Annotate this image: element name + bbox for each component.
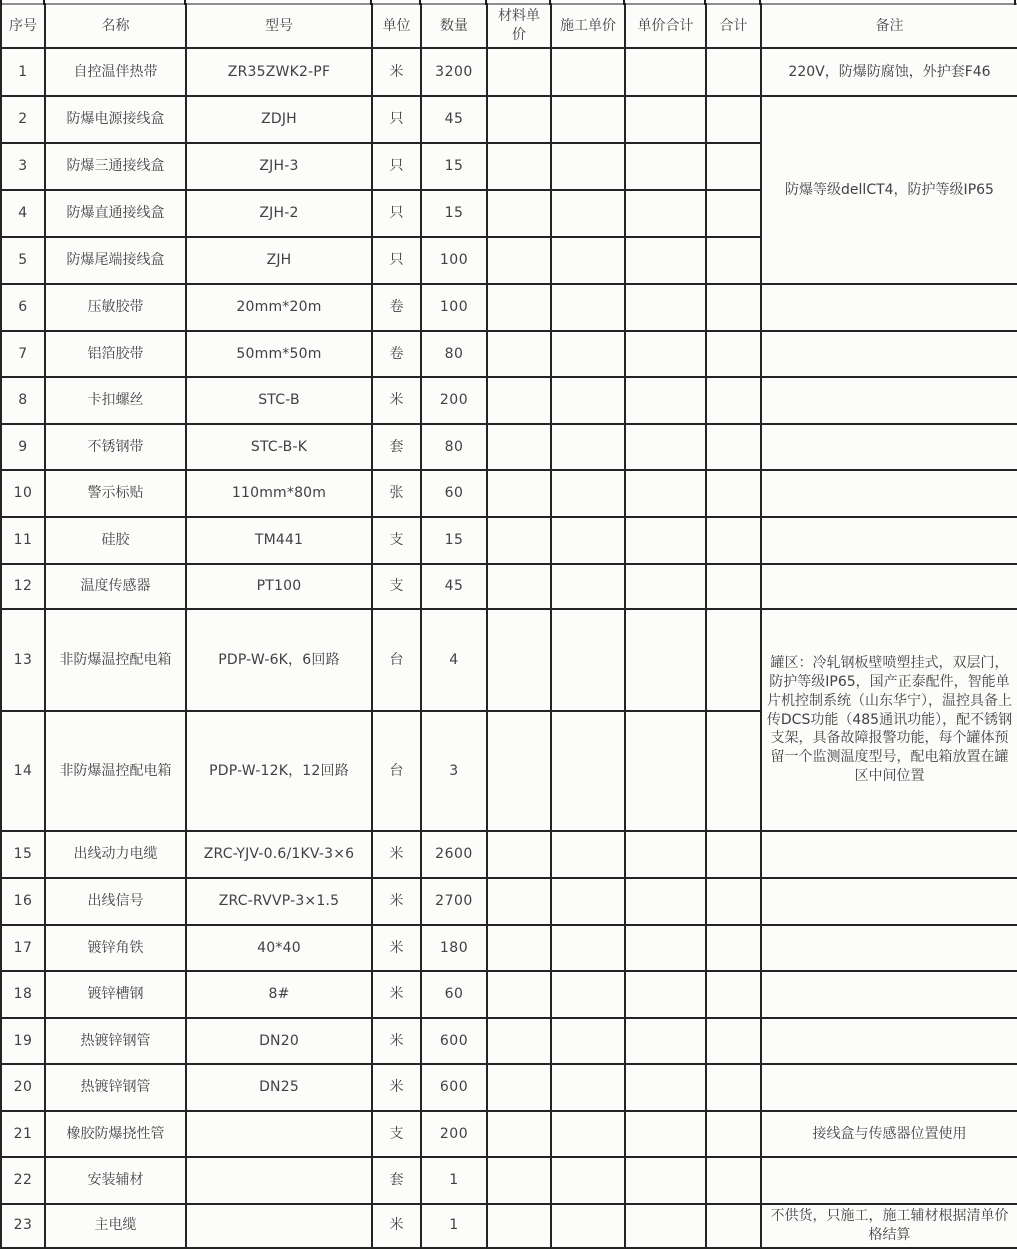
- row-number-cell: 17: [1, 925, 45, 971]
- unit-cell: 米: [372, 1018, 421, 1064]
- unit-price-total-cell: [625, 1204, 706, 1248]
- table-row: [1, 878, 1017, 925]
- unit-price-total-cell: [625, 96, 706, 143]
- material-price-cell: [487, 925, 551, 971]
- material-price-cell: [487, 1157, 551, 1204]
- row-number-cell: 9: [1, 424, 45, 470]
- row-number-cell: 1: [1, 48, 45, 96]
- name-cell: 主电缆: [45, 1204, 186, 1248]
- header-cell-mat-price: 材料单价: [487, 4, 551, 48]
- construction-price-cell: [551, 609, 625, 711]
- construction-price-cell: [551, 1204, 625, 1248]
- unit-cell: 卷: [372, 331, 421, 377]
- unit-price-total-cell: [625, 424, 706, 470]
- unit-cell: 台: [372, 711, 421, 831]
- construction-price-cell: [551, 831, 625, 878]
- table-row: [1, 424, 1017, 470]
- table-row: [1, 517, 1017, 564]
- material-price-cell: [487, 48, 551, 96]
- construction-price-cell: [551, 711, 625, 831]
- total-cell: [706, 331, 761, 377]
- unit-price-total-cell: [625, 1111, 706, 1157]
- remark-cell: [761, 971, 1017, 1018]
- model-cell: STC-B-K: [186, 424, 372, 470]
- total-cell: [706, 831, 761, 878]
- name-cell: 温度传感器: [45, 564, 186, 609]
- name-cell: 防爆直通接线盒: [45, 190, 186, 237]
- remark-cell: [761, 377, 1017, 424]
- remark-cell: [761, 470, 1017, 517]
- header-cell-name: 名称: [45, 4, 186, 48]
- name-cell: 非防爆温控配电箱: [45, 711, 186, 831]
- table-row: [1, 96, 1017, 143]
- model-cell: 8#: [186, 971, 372, 1018]
- name-cell: 橡胶防爆挠性管: [45, 1111, 186, 1157]
- material-price-cell: [487, 331, 551, 377]
- total-cell: [706, 237, 761, 284]
- unit-price-total-cell: [625, 190, 706, 237]
- name-cell: 卡扣螺丝: [45, 377, 186, 424]
- material-price-cell: [487, 377, 551, 424]
- total-cell: [706, 564, 761, 609]
- header-cell-no: 序号: [1, 4, 45, 48]
- qty-cell: 600: [421, 1018, 487, 1064]
- construction-price-cell: [551, 284, 625, 331]
- row-number-cell: 10: [1, 470, 45, 517]
- remark-cell-merged: 防爆等级dellCT4，防护等级IP65: [761, 96, 1017, 284]
- row-number-cell: 18: [1, 971, 45, 1018]
- model-cell: ZR35ZWK2-PF: [186, 48, 372, 96]
- unit-cell: 台: [372, 609, 421, 711]
- total-cell: [706, 711, 761, 831]
- unit-cell: 米: [372, 971, 421, 1018]
- material-price-cell: [487, 831, 551, 878]
- model-cell: TM441: [186, 517, 372, 564]
- construction-price-cell: [551, 424, 625, 470]
- total-cell: [706, 48, 761, 96]
- table-row: [1, 1204, 1017, 1248]
- construction-price-cell: [551, 96, 625, 143]
- construction-price-cell: [551, 971, 625, 1018]
- unit-price-total-cell: [625, 711, 706, 831]
- header-cell-price-total: 单价合计: [625, 4, 706, 48]
- model-cell: PDP-W-12K，12回路: [186, 711, 372, 831]
- unit-cell: 卷: [372, 284, 421, 331]
- column-line-stub: [370, 0, 372, 5]
- qty-cell: 15: [421, 190, 487, 237]
- row-number-cell: 5: [1, 237, 45, 284]
- total-cell: [706, 377, 761, 424]
- construction-price-cell: [551, 925, 625, 971]
- qty-cell: 80: [421, 424, 487, 470]
- column-line-stub: [419, 0, 421, 5]
- remark-cell-merged: 罐区：冷轧钢板壁喷塑挂式，双层门，防护等级IP65，国产正泰配件，智能单片机控制系统（山东华宁），温控具备上传DCS功能（485通讯功能），配不锈钢支架，具备故障报警功能，每个罐体预留一个监测温度型号，配电箱放置在罐区中间位置: [761, 609, 1017, 831]
- total-cell: [706, 1204, 761, 1248]
- bom-table: [0, 3, 1017, 1249]
- material-price-cell: [487, 971, 551, 1018]
- total-cell: [706, 1157, 761, 1204]
- row-number-cell: 13: [1, 609, 45, 711]
- qty-cell: 15: [421, 143, 487, 190]
- qty-cell: 2700: [421, 878, 487, 925]
- table-row: [1, 48, 1017, 96]
- material-price-cell: [487, 517, 551, 564]
- total-cell: [706, 878, 761, 925]
- unit-cell: 米: [372, 48, 421, 96]
- construction-price-cell: [551, 1018, 625, 1064]
- name-cell: 热镀锌钢管: [45, 1018, 186, 1064]
- name-cell: 出线信号: [45, 878, 186, 925]
- model-cell: PT100: [186, 564, 372, 609]
- unit-cell: 支: [372, 1111, 421, 1157]
- qty-cell: 1: [421, 1157, 487, 1204]
- row-number-cell: 16: [1, 878, 45, 925]
- material-price-cell: [487, 878, 551, 925]
- model-cell: [186, 1157, 372, 1204]
- remark-cell: [761, 878, 1017, 925]
- row-number-cell: 21: [1, 1111, 45, 1157]
- total-cell: [706, 1018, 761, 1064]
- unit-price-total-cell: [625, 143, 706, 190]
- column-line-stub: [0, 0, 2, 5]
- name-cell: 镀锌角铁: [45, 925, 186, 971]
- material-price-cell: [487, 564, 551, 609]
- table-row: [1, 1064, 1017, 1111]
- construction-price-cell: [551, 517, 625, 564]
- unit-cell: 支: [372, 517, 421, 564]
- name-cell: 出线动力电缆: [45, 831, 186, 878]
- remark-cell: [761, 517, 1017, 564]
- qty-cell: 100: [421, 237, 487, 284]
- unit-price-total-cell: [625, 831, 706, 878]
- construction-price-cell: [551, 1111, 625, 1157]
- model-cell: [186, 1204, 372, 1248]
- material-price-cell: [487, 143, 551, 190]
- header-cell-total: 合计: [706, 4, 761, 48]
- unit-price-total-cell: [625, 925, 706, 971]
- unit-cell: 只: [372, 96, 421, 143]
- model-cell: ZJH: [186, 237, 372, 284]
- model-cell: ZRC-YJV-0.6/1KV-3×6: [186, 831, 372, 878]
- material-price-cell: [487, 470, 551, 517]
- total-cell: [706, 1064, 761, 1111]
- row-number-cell: 8: [1, 377, 45, 424]
- unit-price-total-cell: [625, 609, 706, 711]
- unit-cell: 张: [372, 470, 421, 517]
- qty-cell: 45: [421, 564, 487, 609]
- unit-price-total-cell: [625, 517, 706, 564]
- unit-cell: 米: [372, 1204, 421, 1248]
- header-cell-model: 型号: [186, 4, 372, 48]
- table-row: [1, 284, 1017, 331]
- material-price-cell: [487, 609, 551, 711]
- unit-cell: 只: [372, 237, 421, 284]
- row-number-cell: 14: [1, 711, 45, 831]
- column-line-stub: [1014, 0, 1016, 5]
- remark-cell: 220V，防爆防腐蚀，外护套F46: [761, 48, 1017, 96]
- model-cell: DN25: [186, 1064, 372, 1111]
- qty-cell: 3: [421, 711, 487, 831]
- unit-price-total-cell: [625, 1018, 706, 1064]
- row-number-cell: 19: [1, 1018, 45, 1064]
- unit-price-total-cell: [625, 237, 706, 284]
- construction-price-cell: [551, 331, 625, 377]
- qty-cell: 60: [421, 971, 487, 1018]
- total-cell: [706, 190, 761, 237]
- construction-price-cell: [551, 878, 625, 925]
- unit-cell: 支: [372, 564, 421, 609]
- material-price-cell: [487, 1204, 551, 1248]
- qty-cell: 200: [421, 377, 487, 424]
- material-price-cell: [487, 190, 551, 237]
- total-cell: [706, 517, 761, 564]
- model-cell: [186, 1111, 372, 1157]
- unit-cell: 只: [372, 143, 421, 190]
- table-row: [1, 564, 1017, 609]
- column-line-stub: [759, 0, 761, 5]
- table-row: [1, 971, 1017, 1018]
- model-cell: PDP-W-6K，6回路: [186, 609, 372, 711]
- total-cell: [706, 971, 761, 1018]
- qty-cell: 3200: [421, 48, 487, 96]
- unit-cell: 米: [372, 925, 421, 971]
- unit-price-total-cell: [625, 971, 706, 1018]
- table-row: [1, 925, 1017, 971]
- header-cell-unit: 单位: [372, 4, 421, 48]
- model-cell: 110mm*80m: [186, 470, 372, 517]
- total-cell: [706, 609, 761, 711]
- material-price-cell: [487, 1018, 551, 1064]
- qty-cell: 180: [421, 925, 487, 971]
- material-price-cell: [487, 96, 551, 143]
- qty-cell: 100: [421, 284, 487, 331]
- name-cell: 硅胶: [45, 517, 186, 564]
- unit-cell: 米: [372, 377, 421, 424]
- remark-cell: [761, 331, 1017, 377]
- row-number-cell: 7: [1, 331, 45, 377]
- remark-cell: [761, 1064, 1017, 1111]
- column-line-stub: [184, 0, 186, 5]
- construction-price-cell: [551, 1157, 625, 1204]
- table-row: [1, 831, 1017, 878]
- construction-price-cell: [551, 1064, 625, 1111]
- qty-cell: 1: [421, 1204, 487, 1248]
- material-price-cell: [487, 237, 551, 284]
- qty-cell: 80: [421, 331, 487, 377]
- name-cell: 压敏胶带: [45, 284, 186, 331]
- remark-cell: [761, 925, 1017, 971]
- column-line-stub: [485, 0, 487, 5]
- row-number-cell: 20: [1, 1064, 45, 1111]
- remark-cell: [761, 1157, 1017, 1204]
- table-row: [1, 331, 1017, 377]
- unit-cell: 米: [372, 1064, 421, 1111]
- table-row: [1, 609, 1017, 711]
- name-cell: 防爆电源接线盒: [45, 96, 186, 143]
- model-cell: ZJH-2: [186, 190, 372, 237]
- total-cell: [706, 143, 761, 190]
- remark-cell: 不供货，只施工，施工辅材根据清单价格结算: [761, 1204, 1017, 1248]
- construction-price-cell: [551, 190, 625, 237]
- header-row: [1, 4, 1017, 48]
- column-line-stub: [43, 0, 45, 5]
- unit-cell: 套: [372, 1157, 421, 1204]
- remark-cell: [761, 564, 1017, 609]
- model-cell: 40*40: [186, 925, 372, 971]
- row-number-cell: 3: [1, 143, 45, 190]
- row-number-cell: 12: [1, 564, 45, 609]
- model-cell: STC-B: [186, 377, 372, 424]
- row-number-cell: 6: [1, 284, 45, 331]
- table-row: [1, 1018, 1017, 1064]
- unit-price-total-cell: [625, 1064, 706, 1111]
- remark-cell: 接线盒与传感器位置使用: [761, 1111, 1017, 1157]
- construction-price-cell: [551, 48, 625, 96]
- qty-cell: 600: [421, 1064, 487, 1111]
- model-cell: DN20: [186, 1018, 372, 1064]
- construction-price-cell: [551, 470, 625, 517]
- model-cell: ZDJH: [186, 96, 372, 143]
- qty-cell: 60: [421, 470, 487, 517]
- column-line-stub: [549, 0, 551, 5]
- construction-price-cell: [551, 237, 625, 284]
- unit-price-total-cell: [625, 1157, 706, 1204]
- qty-cell: 15: [421, 517, 487, 564]
- model-cell: ZRC-RVVP-3×1.5: [186, 878, 372, 925]
- unit-price-total-cell: [625, 284, 706, 331]
- column-line-stub: [704, 0, 706, 5]
- qty-cell: 45: [421, 96, 487, 143]
- table-row: [1, 377, 1017, 424]
- name-cell: 安装辅材: [45, 1157, 186, 1204]
- row-number-cell: 11: [1, 517, 45, 564]
- name-cell: 防爆三通接线盒: [45, 143, 186, 190]
- model-cell: 20mm*20m: [186, 284, 372, 331]
- qty-cell: 4: [421, 609, 487, 711]
- column-line-stub: [623, 0, 625, 5]
- header-cell-qty: 数量: [421, 4, 487, 48]
- row-number-cell: 22: [1, 1157, 45, 1204]
- total-cell: [706, 284, 761, 331]
- table-row: [1, 470, 1017, 517]
- unit-cell: 米: [372, 831, 421, 878]
- material-price-cell: [487, 1111, 551, 1157]
- name-cell: 热镀锌钢管: [45, 1064, 186, 1111]
- construction-price-cell: [551, 377, 625, 424]
- row-number-cell: 4: [1, 190, 45, 237]
- row-number-cell: 15: [1, 831, 45, 878]
- unit-price-total-cell: [625, 564, 706, 609]
- row-number-cell: 23: [1, 1204, 45, 1248]
- model-cell: ZJH-3: [186, 143, 372, 190]
- material-price-cell: [487, 284, 551, 331]
- remark-cell: [761, 831, 1017, 878]
- construction-price-cell: [551, 564, 625, 609]
- name-cell: 防爆尾端接线盒: [45, 237, 186, 284]
- total-cell: [706, 424, 761, 470]
- name-cell: 警示标贴: [45, 470, 186, 517]
- remark-cell: [761, 1018, 1017, 1064]
- header-cell-cons-price: 施工单价: [551, 4, 625, 48]
- unit-cell: 只: [372, 190, 421, 237]
- material-price-cell: [487, 711, 551, 831]
- unit-cell: 套: [372, 424, 421, 470]
- name-cell: 铝箔胶带: [45, 331, 186, 377]
- unit-price-total-cell: [625, 470, 706, 517]
- header-cell-remark: 备注: [761, 4, 1017, 48]
- unit-price-total-cell: [625, 48, 706, 96]
- unit-price-total-cell: [625, 331, 706, 377]
- material-price-cell: [487, 1064, 551, 1111]
- total-cell: [706, 925, 761, 971]
- name-cell: 非防爆温控配电箱: [45, 609, 186, 711]
- remark-cell: [761, 284, 1017, 331]
- remark-cell: [761, 424, 1017, 470]
- qty-cell: 200: [421, 1111, 487, 1157]
- total-cell: [706, 1111, 761, 1157]
- table-row: [1, 1111, 1017, 1157]
- name-cell: 不锈钢带: [45, 424, 186, 470]
- unit-price-total-cell: [625, 377, 706, 424]
- table-row: [1, 1157, 1017, 1204]
- model-cell: 50mm*50m: [186, 331, 372, 377]
- name-cell: 自控温伴热带: [45, 48, 186, 96]
- name-cell: 镀锌槽钢: [45, 971, 186, 1018]
- unit-price-total-cell: [625, 878, 706, 925]
- row-number-cell: 2: [1, 96, 45, 143]
- total-cell: [706, 470, 761, 517]
- construction-price-cell: [551, 143, 625, 190]
- material-price-cell: [487, 424, 551, 470]
- qty-cell: 2600: [421, 831, 487, 878]
- unit-cell: 米: [372, 878, 421, 925]
- total-cell: [706, 96, 761, 143]
